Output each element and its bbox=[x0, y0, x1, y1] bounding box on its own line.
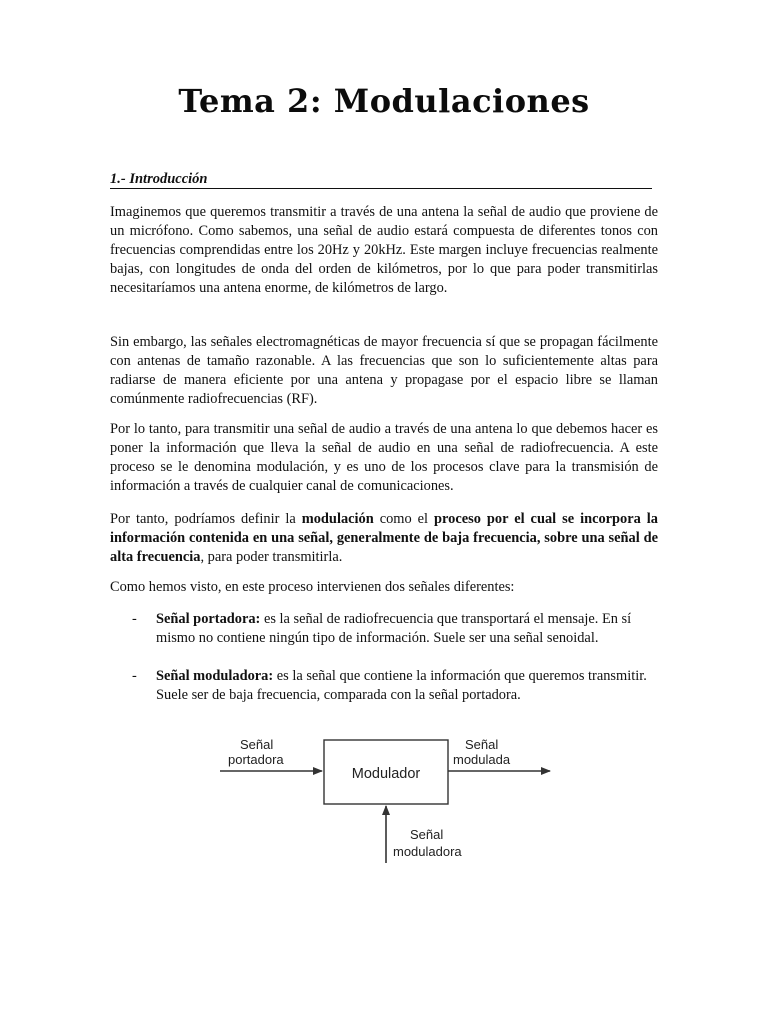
paragraph-4-text-e: , para poder transmitirla. bbox=[200, 549, 343, 565]
output-label-line2: modulada bbox=[453, 752, 511, 767]
list-item-term: Señal portadora: bbox=[156, 611, 261, 627]
paragraph-1: Imaginemos que queremos transmitir a través de una antena la señal de audio que proviene de un micrófono. Como sabemos, una señal de audio estará compuesta de diferentes tonos con frecuencias comprendidas entre los 20Hz y 20kHz. Este margen incluye frecuencias realmente bajas, con longitudes de onda del orden de kilómetros, por lo que para poder transmitirlas necesitaríamos una antena enorme, de kilómetros de largo. bbox=[110, 204, 658, 296]
list-item-text bbox=[156, 610, 658, 648]
paragraph-3: Por lo tanto, para transmitir una señal de audio a través de una antena lo que debemos hacer es poner la información que lleva la señal de audio en una señal de radiofrecuencia. A este proceso se le denomina modulación, y es uno de los procesos clave para la transmisión de información a través de cualquier canal de comunicaciones. bbox=[110, 421, 658, 494]
paragraph-4-text-a: Por tanto, podríamos definir la bbox=[110, 511, 302, 527]
paragraph-5: Como hemos visto, en este proceso intervienen dos señales diferentes: bbox=[110, 579, 515, 595]
paragraph-4-bold-definition: proceso por el cual se incorpora la información contenida en una señal, generalmente de baja frecuencia, sobre una señal de alta frecuencia bbox=[110, 511, 658, 565]
paragraph-4-bold-modulacion: modulación bbox=[301, 511, 374, 527]
paragraph-4-text-c: como el bbox=[373, 511, 435, 527]
moduladora-label-line2: moduladora bbox=[393, 844, 462, 859]
paragraph-4 bbox=[110, 510, 658, 567]
list-item-term: Señal moduladora: bbox=[156, 668, 274, 684]
modulation-block-diagram bbox=[200, 720, 580, 880]
bullet-dash: - bbox=[132, 668, 137, 684]
list-item-text bbox=[156, 667, 658, 705]
list-item-description: es la señal que contiene la información que queremos transmitir. Suele ser de baja frecuencia, comparada con la señal portadora. bbox=[156, 668, 647, 703]
input-label-line2: portadora bbox=[228, 752, 284, 767]
output-label-line1: Señal bbox=[465, 737, 499, 752]
list-item-description: es la señal de radiofrecuencia que transportará el mensaje. En sí mismo no contiene ningún tipo de información. Suele ser una señal senoidal. bbox=[156, 611, 632, 646]
modulador-label: Modulador bbox=[351, 766, 421, 782]
page-title: Tema 2: Modulaciones bbox=[178, 82, 590, 120]
bullet-dash: - bbox=[132, 611, 137, 627]
paragraph-2: Sin embargo, las señales electromagnéticas de mayor frecuencia sí que se propagan fácilmente con antenas de tamaño razonable. A las frecuencias que son lo suficientemente altas para radiarse de manera eficiente por una antena y propagase por el espacio libre se llaman comúnmente radiofrecuencias (RF). bbox=[110, 334, 658, 407]
moduladora-label-line1: Señal bbox=[410, 827, 444, 842]
input-label-line1: Señal bbox=[240, 737, 274, 752]
section-heading: 1.- Introducción bbox=[110, 171, 652, 189]
